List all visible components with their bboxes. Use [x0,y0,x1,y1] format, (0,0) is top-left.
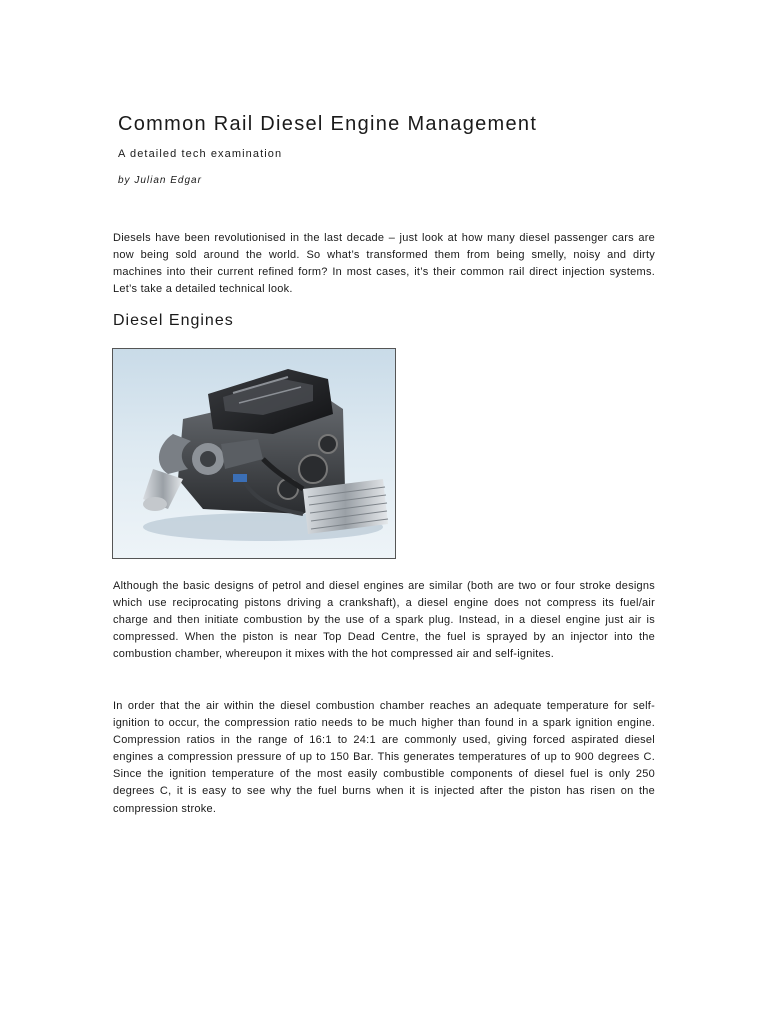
author-byline: by Julian Edgar [118,175,202,186]
body-paragraph: In order that the air within the diesel combustion chamber reaches an adequate temperature for self-ignition to occur, the compression ratio needs to be much higher than found in a spark ignition engine. Compression ratios in the range of 16:1 to 24:1 are commonly used, giving forced aspirated diesel engines a compression pressure of up to 150 Bar. This generates temperatures of up to 900 degrees C. Since the ignition temperature of the most easily combustible components of diesel fuel is only 250 degrees C, it is easy to see why the fuel burns when it is injected after the piston has risen on the compression stroke. [113,700,655,815]
intro-paragraph: Diesels have been revolutionised in the last decade – just look at how many diesel passenger cars are now being sold around the world. So what’s transformed them from being smelly, noisy and dirty machines into their current refined form? In most cases, it’s their common rail direct injection systems. Let’s take a detailed technical look. [113,232,655,296]
engine-photo [112,348,396,559]
body-paragraph: Although the basic designs of petrol and diesel engines are similar (both are two or four stroke designs which use reciprocating pistons driving a crankshaft), a diesel engine does not compress its fuel/air charge and then initiate combustion by the use of a spark plug. Instead, in a diesel engine just air is compressed. When the piston is near Top Dead Centre, the fuel is sprayed by an injector into the combustion chamber, whereupon it mixes with the hot compressed air and self-ignites. [113,580,655,661]
engine-illustration [113,349,396,559]
page-title: Common Rail Diesel Engine Management [118,113,538,135]
section-heading: Diesel Engines [113,312,234,329]
page-subtitle: A detailed tech examination [118,148,283,160]
